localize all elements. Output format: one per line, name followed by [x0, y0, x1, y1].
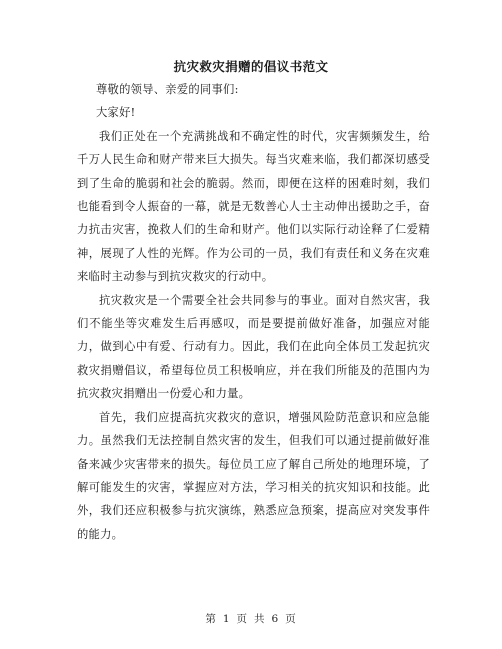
footer-total-label: 共: [254, 613, 266, 625]
paragraph-2: 抗灾救灾是一个需要全社会共同参与的事业。面对自然灾害，我们不能坐等灾难发生后再感叹，而是要提前做好准备，加强应对能力，做到心中有爱、行动有力。因此，我们在此向全体员工发起抗灾救灾捐赠倡议，希望每位员工积极响应，并在我们所能及的范围内为抗灾救灾捐赠出一份爱心和力量。: [77, 293, 430, 401]
footer-page-unit: 页: [236, 613, 248, 625]
greeting: 大家好!: [96, 106, 136, 120]
paragraph-1: 我们正处在一个充满挑战和不确定性的时代，灾害频频发生，给千万人民生命和财产带来巨大损失。每当灾难来临，我们都深切感受到了生命的脆弱和社会的脆弱。然而，即便在这样的困难时刻，我们也能看到令人振奋的一幕，就是无数善心人士主动伸出援助之手，奋力抗击灾害，挽救人们的生命和财产。他们以实际行动诠释了仁爱精神，展现了人性的光辉。作为公司的一员，我们有责任和义务在灾难来临时主动参与到抗灾救灾的行动中。: [77, 129, 430, 284]
document-title: 抗灾救灾捐赠的倡议书范文: [173, 59, 329, 74]
footer-total-unit: 页: [285, 613, 297, 625]
footer-page-number: 1: [222, 613, 231, 625]
paragraph-3: 首先，我们应提高抗灾救灾的意识，增强风险防范意识和应急能力。虽然我们无法控制自然灾害的发生，但我们可以通过提前做好准备来减少灾害带来的损失。每位员工应了解自己所处的地理环境，了解可能发生的灾害，掌握应对方法，学习相关的抗灾知识和技能。此外，我们还应积极参与抗灾演练，熟悉应急预案，提高应对突发事件的能力。: [77, 410, 430, 541]
document-body: [77, 78, 430, 546]
salutation: 尊敬的领导、亲爱的同事们:: [96, 83, 239, 96]
page-footer: [0, 611, 502, 626]
footer-total-pages: 6: [271, 613, 280, 625]
footer-page-label: 第: [205, 613, 217, 625]
